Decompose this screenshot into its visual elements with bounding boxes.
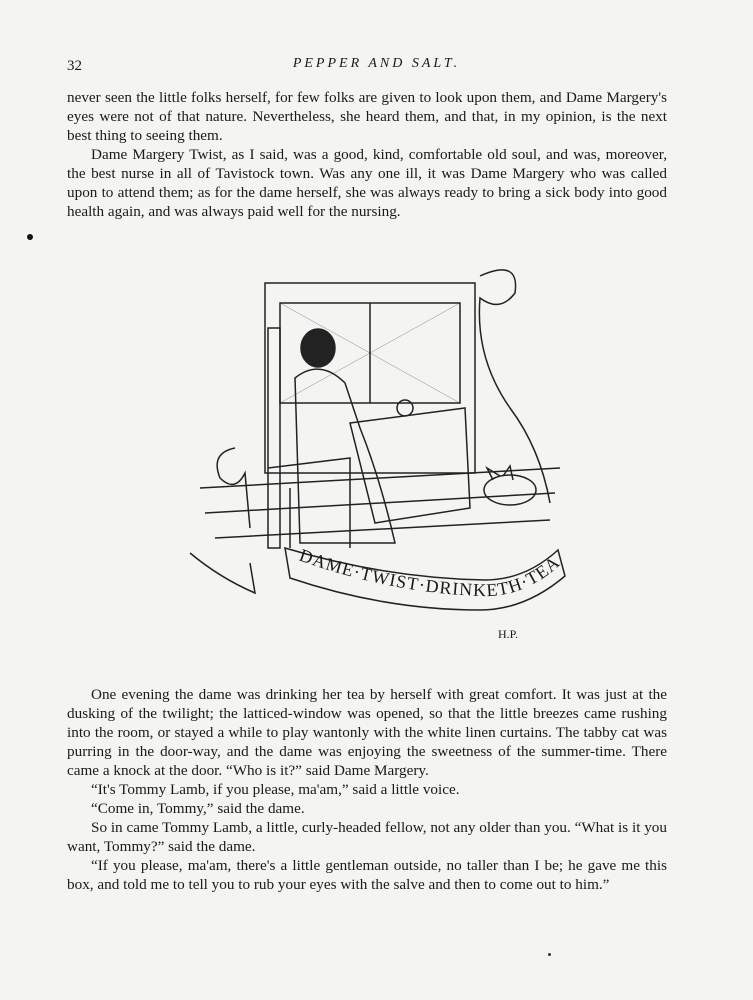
paragraph: “Come in, Tommy,” said the dame.	[91, 800, 305, 817]
paragraph: never seen the little folks herself, for few folks are given to look upon them, and Dame Margery's eyes were not of that nature. Nevertheless, she heard them, and that, in my opinion, is the next best thing to seeing them.	[67, 89, 667, 144]
margin-mark	[27, 234, 33, 240]
paragraph: One evening the dame was drinking her tea by herself with great comfort. It was just at the dusking of the twilight; the latticed-window was opened, so that the little breezes came rushing into the room, or stayed a while to play wantonly with the white linen curtains. The tabby cat was purring in the door-way, and the dame was enjoying the sweetness of the summer-time. There came a knock at the door. “Who is it?” said Dame Margery.	[67, 686, 667, 779]
paragraph: Dame Margery Twist, as I said, was a good, kind, comfortable old soul, and was, moreover, the best nurse in all of Tavistock town. Was any one ill, it was Dame Margery who was called upon to attend them; as for the dame herself, she was always ready to bring a sick body into good health again, and was always paid well for the nursing.	[67, 146, 667, 220]
running-head: PEPPER AND SALT.	[292, 56, 461, 71]
paragraph: So in came Tommy Lamb, a little, curly-headed fellow, not any older than you. “What is it you want, Tommy?” said the dame.	[67, 819, 667, 855]
page-number: 32	[67, 58, 82, 74]
text-block-bottom	[67, 685, 667, 894]
paragraph: “If you please, ma'am, there's a little gentleman outside, no taller than I be; he gave me this box, and told me to tell you to rub your eyes with the salve and then to come out to him.”	[67, 857, 667, 893]
paragraph: “It's Tommy Lamb, if you please, ma'am,” said a little voice.	[91, 781, 460, 798]
banner-text: DAME·TWIST·DRINKETH·TEA	[296, 544, 564, 601]
print-speck	[548, 953, 551, 956]
text-block-top	[67, 88, 667, 221]
illustration-dame-twist-tea	[180, 258, 580, 658]
artist-signature: H.P.	[498, 627, 519, 641]
